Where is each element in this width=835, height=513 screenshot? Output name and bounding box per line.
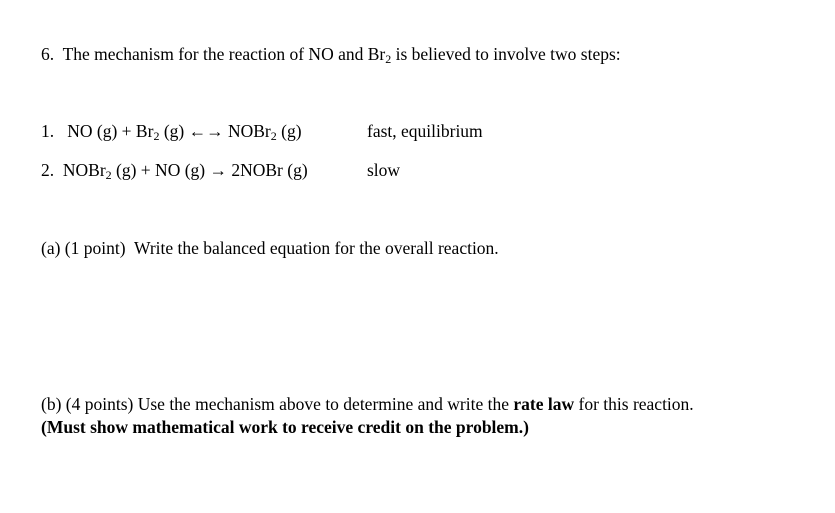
question-header — [41, 43, 621, 65]
question-number: 6. — [41, 44, 55, 64]
part-a-prompt — [41, 237, 499, 259]
rate-law-emphasis: rate law — [513, 394, 575, 414]
part-b-prompt — [41, 393, 694, 415]
part-a-label: (a) (1 point) — [41, 238, 126, 258]
step-equation-part: NO (g) + Br — [67, 121, 154, 141]
step-2-note: slow — [367, 160, 401, 180]
part-a-text: Write the balanced equation for the overall reaction. — [134, 238, 499, 258]
question-intro-text: The mechanism for the reaction of NO and Br — [62, 44, 386, 64]
part-b-text: Use the mechanism above to determine and write the — [137, 394, 514, 414]
step-number: 1. — [41, 121, 55, 141]
subscript: 2 — [105, 168, 112, 182]
subscript: 2 — [385, 52, 392, 66]
part-b-text-end: for this reaction. — [574, 394, 694, 414]
step-equation-part: (g) — [276, 121, 302, 141]
question-intro-text-end: is believed to involve two steps: — [391, 44, 621, 64]
subscript: 2 — [270, 129, 277, 143]
mechanism-step-2 — [41, 159, 308, 181]
step-equation-part: NOBr — [62, 160, 106, 180]
step-equation-part: (g) + NO (g) → 2NOBr (g) — [111, 160, 308, 180]
step-1-note: fast, equilibrium — [367, 121, 483, 141]
part-b-label: (b) (4 points) — [41, 394, 134, 414]
step-equation-part: (g) ←→ NOBr — [159, 121, 271, 141]
mechanism-step-1 — [41, 120, 302, 142]
part-b-note: (Must show mathematical work to receive credit on the problem.) — [41, 417, 529, 437]
step-number: 2. — [41, 160, 55, 180]
subscript: 2 — [153, 129, 160, 143]
